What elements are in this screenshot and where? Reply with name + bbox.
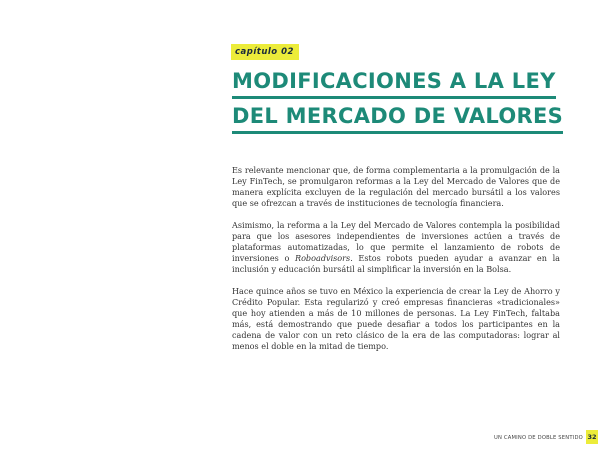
title-line-2: DEL MERCADO DE VALORES (232, 102, 563, 134)
title-line-1: MODIFICACIONES A LA LEY (232, 67, 556, 99)
paragraph-1: Es relevante mencionar que, de forma complementaria a la promulgación de la Ley FinTech, se promulgaron reformas a la Ley del Mercado de Valores que de manera explícita excluyen de la regulación del mercado bursátil a los valores que se ofrezcan a través de instituciones de tecnología financiera. (232, 165, 560, 209)
paragraph-2 (232, 220, 560, 275)
paragraph-2-text-b: . Estos robots pueden ayudar a avanzar en la inclusión y educación bursátil al simplificar la inversión en la Bolsa. (232, 253, 560, 275)
chapter-label: capítulo 02 (231, 44, 299, 60)
body-text (232, 165, 560, 363)
roboadvisors-term: Roboadvisors (294, 253, 351, 264)
page-title (232, 67, 562, 137)
page-number: 32 (586, 430, 598, 444)
paragraph-2-text-a: Asimismo, la reforma a la Ley del Mercado de Valores contempla la posibilidad para que los asesores independientes de inversiones actúen a través de plataformas automatizadas, lo que permite el lanzamiento de robots de inversiones o (232, 219, 560, 264)
footer-book-title: UN CAMINO DE DOBLE SENTIDO (494, 435, 583, 441)
paragraph-3: Hace quince años se tuvo en México la experiencia de crear la Ley de Ahorro y Crédito Popular. Esta regularizó y creó empresas financieras «tradicionales» que hoy atienden a más de 10 millones de personas. La Ley FinTech, faltaba más, está demostrando que puede desafiar a todos los participantes en la cadena de valor con un reto clásico de la era de las computadoras: lograr al menos el doble en la mitad de tiempo. (232, 285, 560, 352)
